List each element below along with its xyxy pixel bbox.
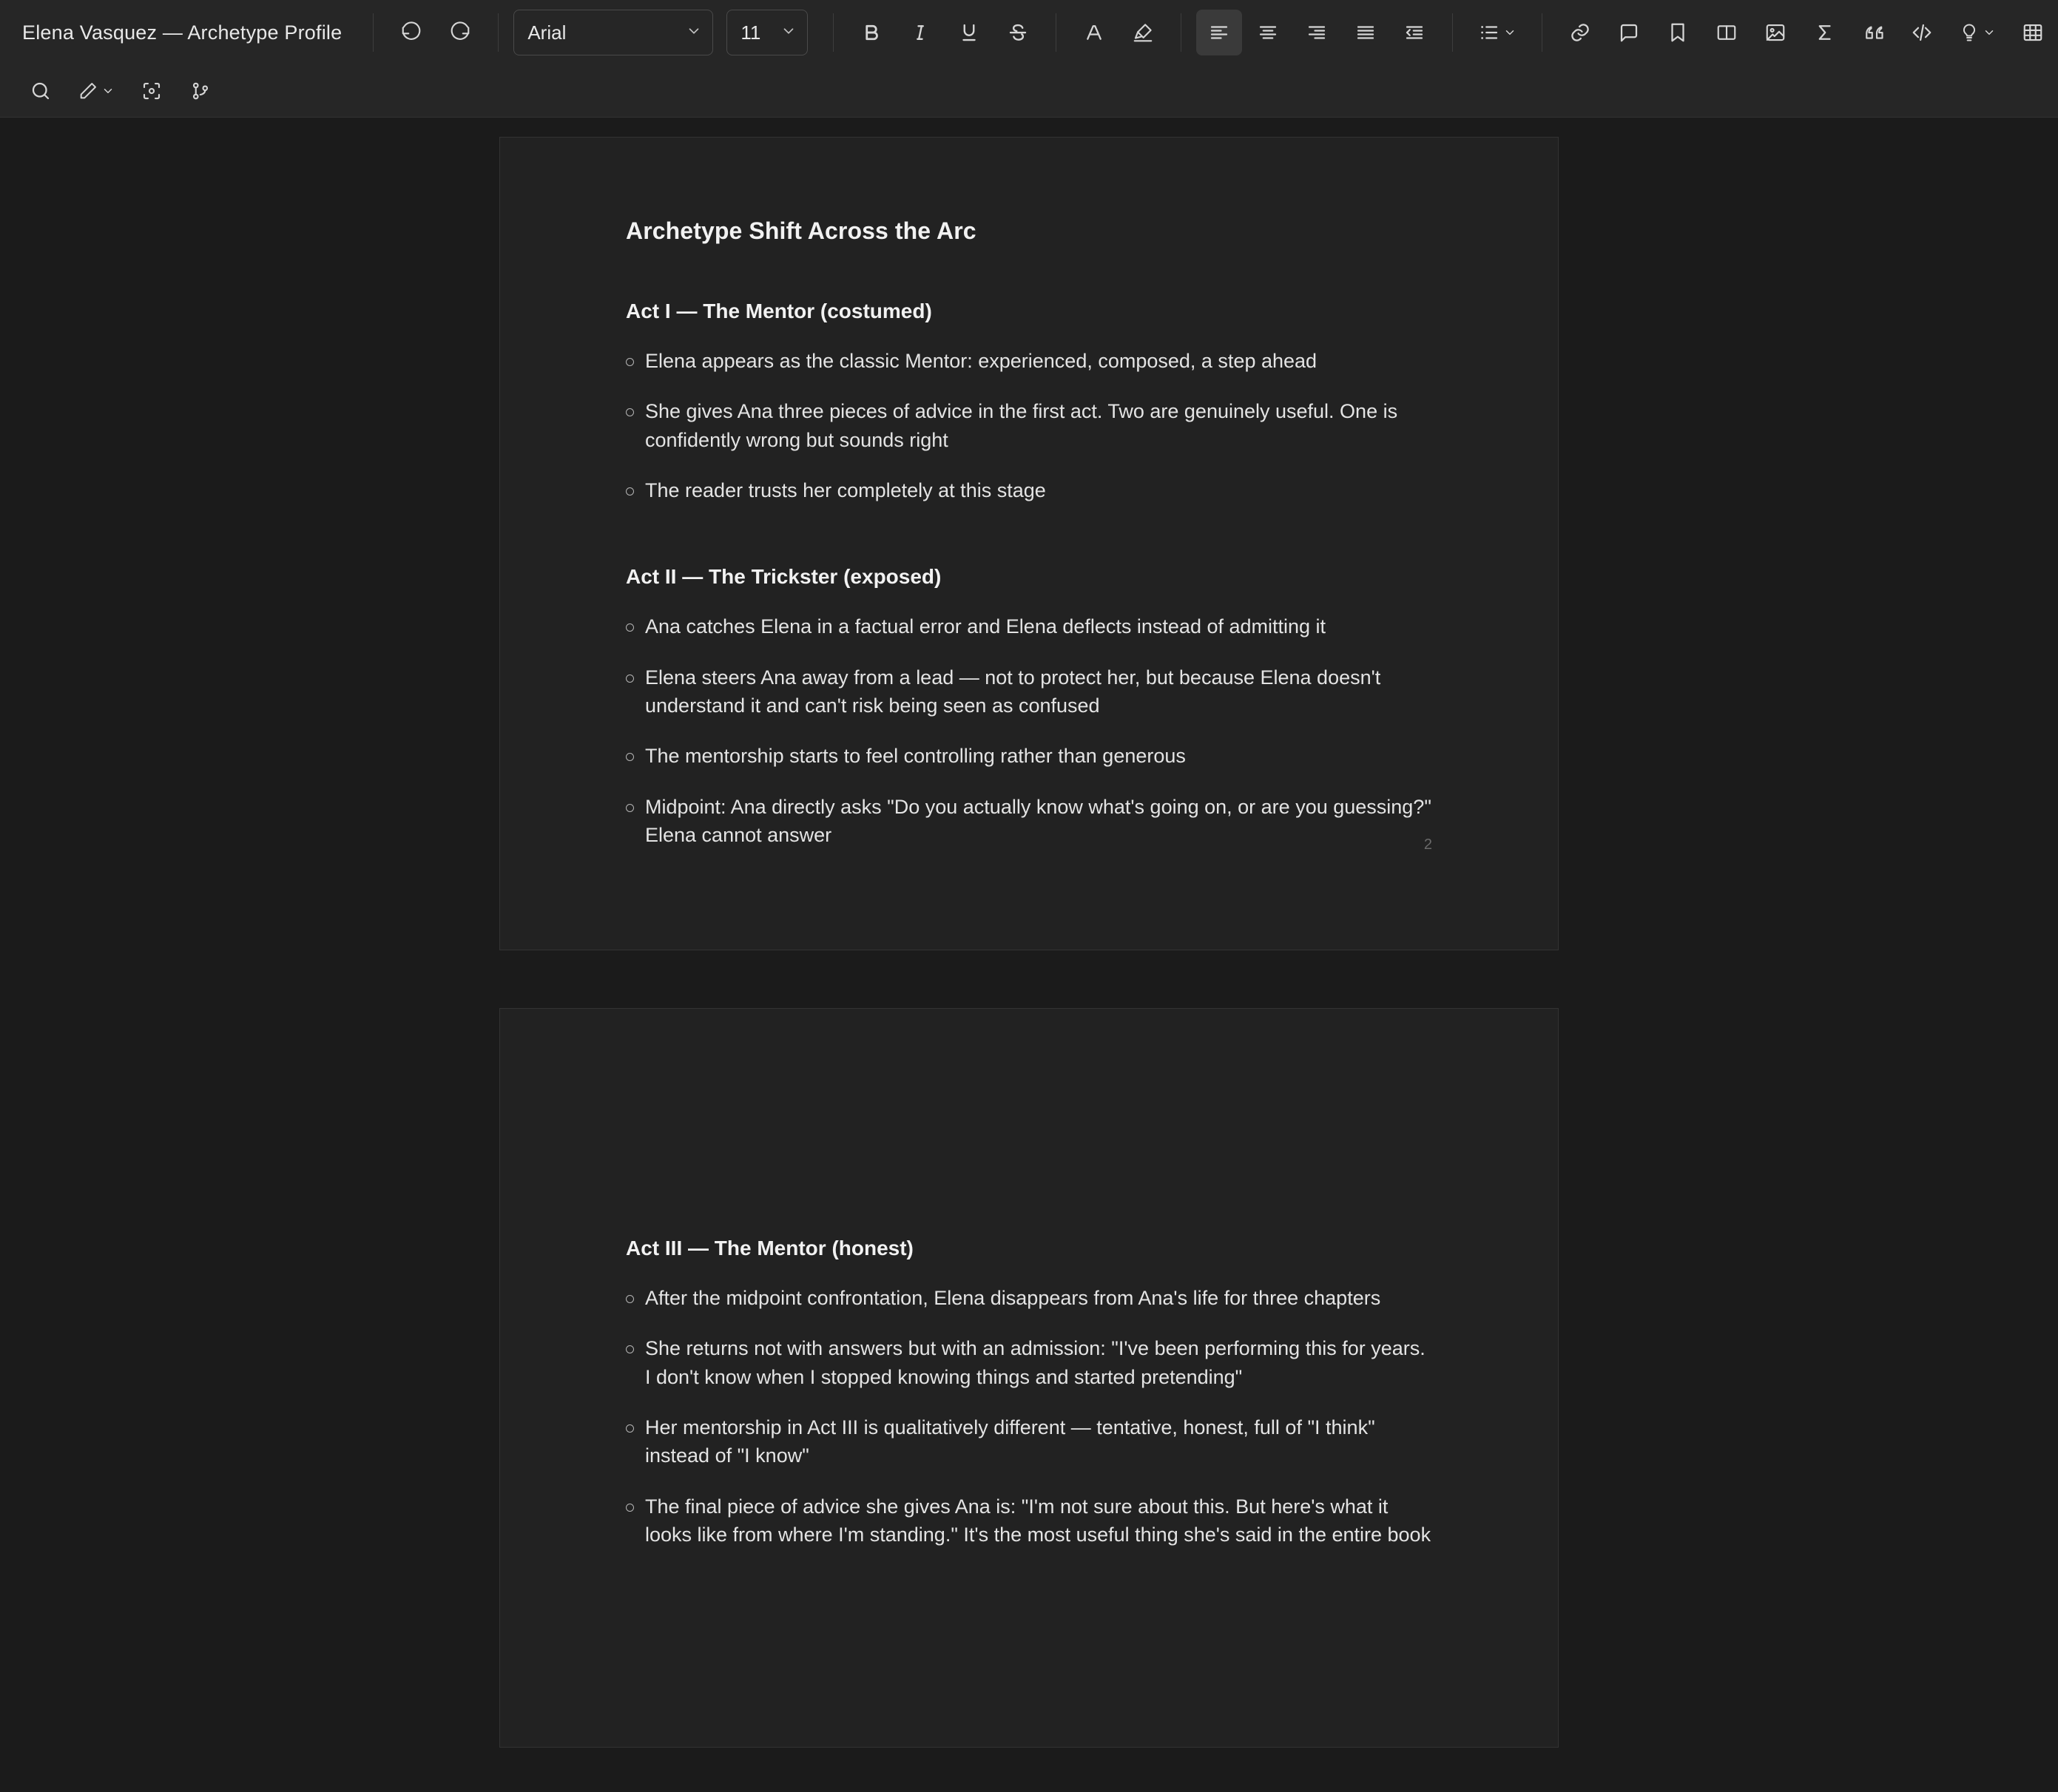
equation-icon[interactable] <box>1801 10 1847 55</box>
section-heading-act-3: Act III — The Mentor (honest) <box>626 1237 914 1260</box>
list-item: She returns not with answers but with an admission: "I've been performing this for years. I don't know when I stopped knowing things and started pretending" <box>626 1334 1432 1391</box>
bullet-list-act-3 <box>626 1284 1432 1549</box>
comment-icon[interactable] <box>1606 10 1652 55</box>
align-justify-icon[interactable] <box>1343 10 1389 55</box>
toolbar-divider <box>833 13 834 52</box>
list-item: She gives Ana three pieces of advice in the first act. Two are genuinely useful. One is confidently wrong but sounds right <box>626 397 1432 454</box>
toolbar-divider <box>1452 13 1453 52</box>
font-size-select[interactable] <box>726 10 808 55</box>
page-number: 2 <box>1423 836 1432 853</box>
toolbar-divider <box>373 13 374 52</box>
align-left-icon[interactable] <box>1196 10 1242 55</box>
font-size-value: 11 <box>740 21 761 44</box>
bullet-list-act-1 <box>626 347 1432 504</box>
page-layout-icon[interactable] <box>1704 10 1750 55</box>
search-icon[interactable] <box>18 68 64 114</box>
align-center-icon[interactable] <box>1245 10 1291 55</box>
document-page[interactable] <box>499 137 1559 950</box>
image-icon[interactable] <box>1752 10 1798 55</box>
bold-icon[interactable] <box>848 10 894 55</box>
page-title: Archetype Shift Across the Arc <box>626 217 976 244</box>
document-title: Elena Vasquez — Archetype Profile <box>22 21 343 44</box>
redo-icon[interactable] <box>437 10 483 55</box>
list-item: The reader trusts her completely at this stage <box>626 476 1432 504</box>
bookmark-icon[interactable] <box>1655 10 1701 55</box>
font-family-select[interactable] <box>513 10 713 55</box>
code-icon[interactable] <box>1899 10 1945 55</box>
link-icon[interactable] <box>1557 10 1603 55</box>
bullet-list-act-2 <box>626 612 1432 849</box>
list-item: Elena appears as the classic Mentor: experienced, composed, a step ahead <box>626 347 1432 375</box>
toolbar-divider <box>498 13 499 52</box>
table-icon[interactable] <box>2010 10 2056 55</box>
strikethrough-icon[interactable] <box>995 10 1041 55</box>
toolbar <box>0 0 2058 118</box>
italic-icon[interactable] <box>897 10 943 55</box>
pen-icon[interactable] <box>67 68 126 114</box>
quote-icon[interactable] <box>1850 10 1896 55</box>
underline-icon[interactable] <box>946 10 992 55</box>
section-heading-act-1: Act I — The Mentor (costumed) <box>626 300 932 322</box>
chevron-down-icon <box>780 21 797 44</box>
text-color-icon[interactable] <box>1071 10 1117 55</box>
font-family-value: Arial <box>527 21 567 44</box>
toolbar-row-secondary <box>0 65 2058 117</box>
version-history-icon[interactable] <box>178 68 223 114</box>
list-item: Ana catches Elena in a factual error and Elena deflects instead of admitting it <box>626 612 1432 640</box>
list-icon[interactable] <box>1468 10 1527 55</box>
list-item: Her mentorship in Act III is qualitatively different — tentative, honest, full of "I think" instead of "I know" <box>626 1413 1432 1470</box>
section-heading-act-2: Act II — The Trickster (exposed) <box>626 565 942 589</box>
focus-icon[interactable] <box>129 68 175 114</box>
list-item: Elena steers Ana away from a lead — not to protect her, but because Elena doesn't understand it and can't risk being seen as confused <box>626 663 1432 720</box>
indent-icon[interactable] <box>1391 10 1437 55</box>
idea-icon[interactable] <box>1948 10 2007 55</box>
align-right-icon[interactable] <box>1294 10 1340 55</box>
list-item: After the midpoint confrontation, Elena disappears from Ana's life for three chapters <box>626 1284 1432 1312</box>
list-item: The final piece of advice she gives Ana is: "I'm not sure about this. But here's what it looks like from where I'm standing." It's the most useful thing she's said in the entire book <box>626 1492 1432 1549</box>
undo-icon[interactable] <box>388 10 434 55</box>
highlight-color-icon[interactable] <box>1120 10 1166 55</box>
chevron-down-icon <box>686 21 702 44</box>
document-canvas <box>0 118 2058 1792</box>
page-top-margin <box>626 1053 1432 1237</box>
list-item: Midpoint: Ana directly asks "Do you actually know what's going on, or are you guessing?" Elena cannot answer <box>626 793 1432 850</box>
toolbar-row-primary <box>0 0 2058 65</box>
list-item: The mentorship starts to feel controlling rather than generous <box>626 742 1432 770</box>
document-page[interactable] <box>499 1008 1559 1748</box>
